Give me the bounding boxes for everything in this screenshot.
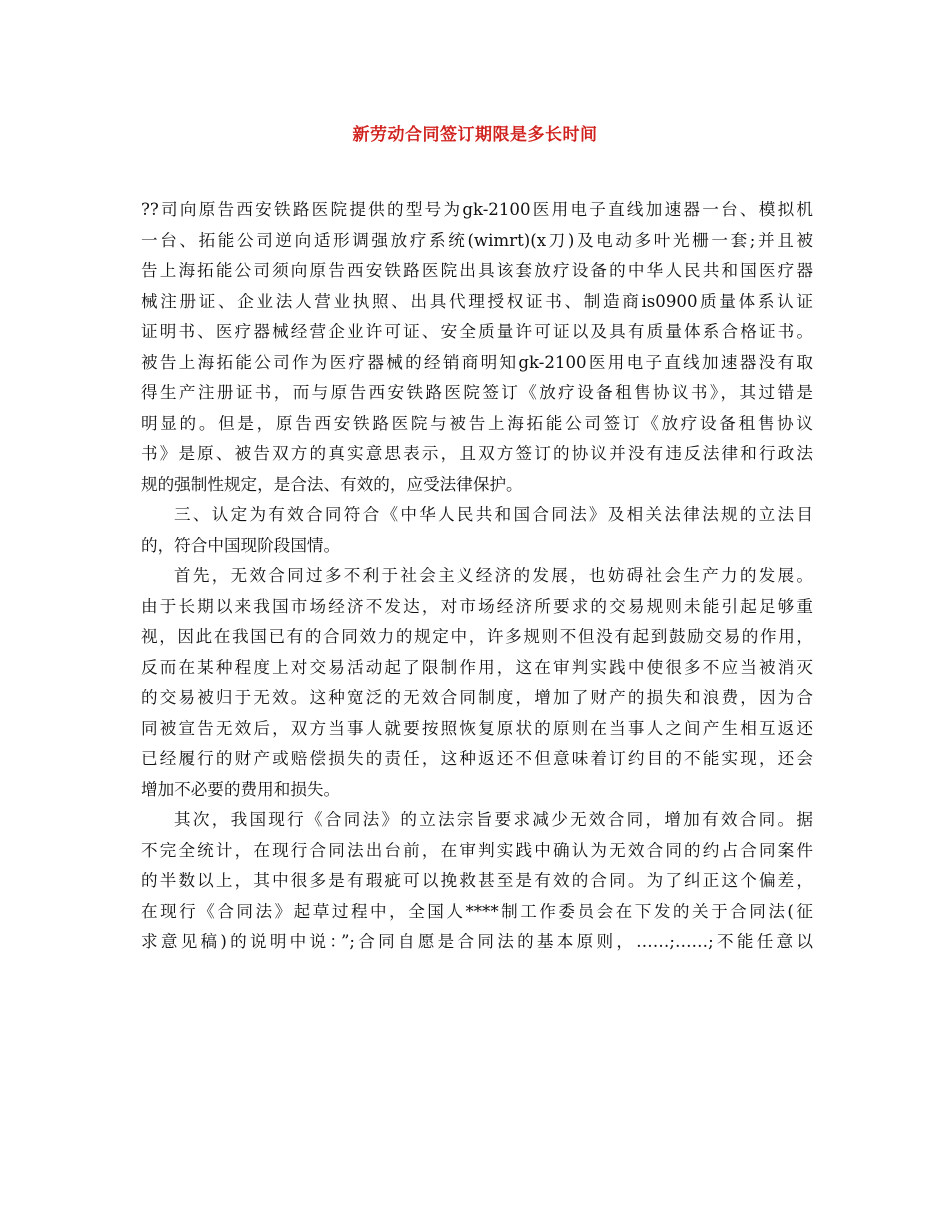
text-line: 在现行《合同法》起草过程中，全国人****制工作委员会在下发的关于合同法(征 [141,901,813,921]
text-line: 视，因此在我国已有的合同效力的规定中，许多规则不但没有起到鼓励交易的作用， [141,627,813,646]
text-line: 求意见稿)的说明中说：”;合同自愿是合同法的基本原则，……;……;不能任意以 [141,932,813,951]
text-line: 增加不必要的费用和损失。 [141,779,341,799]
text-line: 的半数以上，其中很多是有瑕疵可以挽救甚至是有效的合同。为了纠正这个偏差， [141,871,813,890]
text-line: 其次，我国现行《合同法》的立法宗旨要求减少无效合同，增加有效合同。据 [174,810,813,829]
paragraph [141,500,813,561]
text-line: 的，符合中国现阶段国情。 [141,535,341,555]
text-line: 得生产注册证书，而与原告西安铁路医院签订《放疗设备租售协议书》，其过错是 [141,383,813,402]
text-line: 已经履行的财产或赔偿损失的责任，这种返还不但意味着订约目的不能实现，还会 [141,749,813,768]
paragraph [141,195,813,500]
text-line: 反而在某种程度上对交易活动起了限制作用，这在审判实践中使很多不应当被消灭 [141,657,813,677]
text-line: 同被宣告无效后，双方当事人就要按照恢复原状的原则在当事人之间产生相互返还 [141,718,813,738]
text-line: 被告上海拓能公司作为医疗器械的经销商明知gk-2100医用电子直线加速器没有取 [141,352,813,372]
text-line: 由于长期以来我国市场经济不发达，对市场经济所要求的交易规则未能引起足够重 [141,596,813,616]
text-line: 一台、拓能公司逆向适形调强放疗系统(wimrt)(x刀)及电动多叶光栅一套;并且被 [141,230,813,250]
text-line: 证明书、医疗器械经营企业许可证、安全质量许可证以及具有质量体系合格证书。 [141,322,813,341]
text-line: 告上海拓能公司须向原告西安铁路医院出具该套放疗设备的中华人民共和国医疗器 [141,261,813,280]
text-line: 规的强制性规定，是合法、有效的，应受法律保护。 [141,474,523,494]
text-line: 械注册证、企业法人营业执照、出具代理授权证书、制造商is0900质量体系认证 [141,291,813,311]
paragraph [141,805,813,958]
text-line: 明显的。但是，原告西安铁路医院与被告上海拓能公司签订《放疗设备租售协议 [141,413,813,433]
document-body [141,195,813,958]
text-line: 的交易被归于无效。这种宽泛的无效合同制度，增加了财产的损失和浪费，因为合 [141,688,813,707]
text-line: ??司向原告西安铁路医院提供的型号为gk-2100医用电子直线加速器一台、模拟机 [141,200,813,219]
text-line: 首先，无效合同过多不利于社会主义经济的发展，也妨碍社会生产力的发展。 [174,566,813,585]
text-line: 书》是原、被告双方的真实意思表示，且双方签订的协议并没有违反法律和行政法 [141,444,813,463]
paragraph [141,561,813,805]
text-line: 不完全统计，在现行合同法出台前，在审判实践中确认为无效合同的约占合同案件 [141,840,813,860]
document-title: 新劳动合同签订期限是多长时间 [352,125,598,145]
text-line: 三、认定为有效合同符合《中华人民共和国合同法》及相关法律法规的立法目 [174,505,813,524]
